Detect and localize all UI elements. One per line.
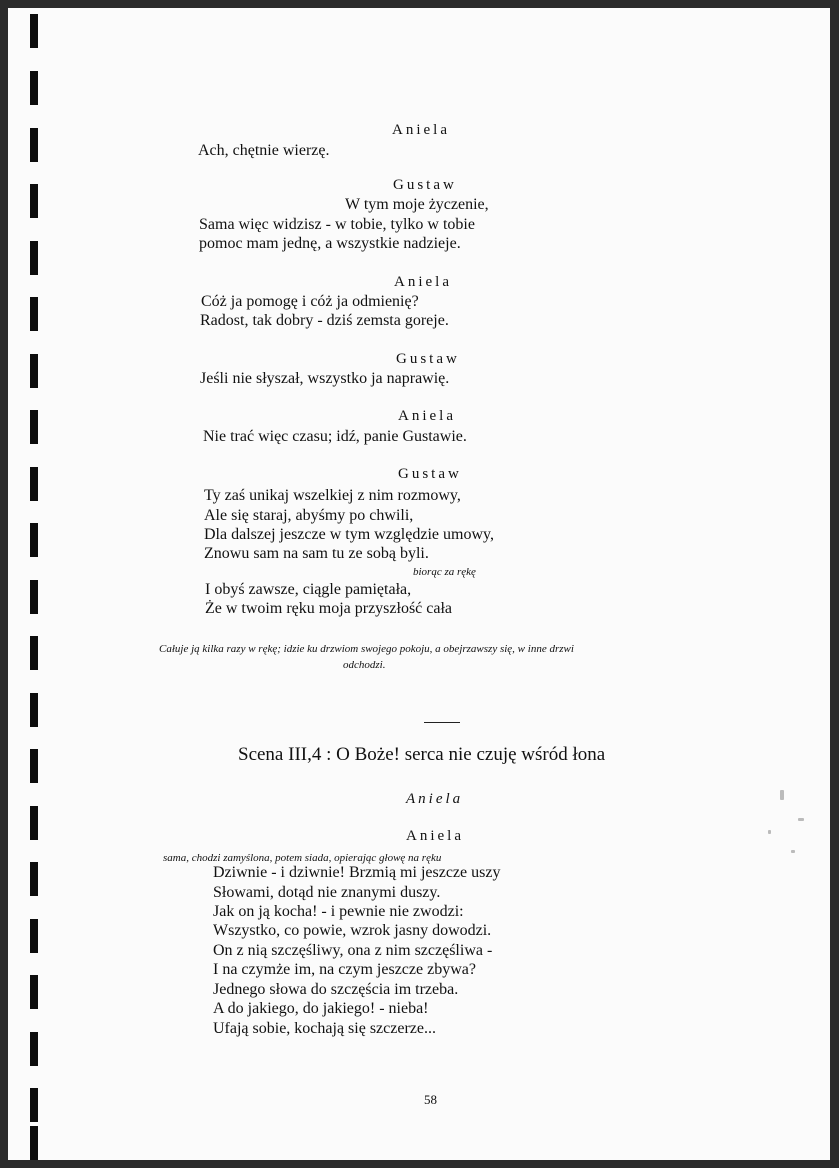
verse-line: Ale się staraj, abyśmy po chwili, — [204, 507, 414, 524]
verse-line: Jednego słowa do szczęścia im trzeba. — [213, 981, 459, 998]
speaker-name: Aniela — [398, 408, 456, 424]
binding-hole — [30, 975, 38, 1009]
binding-hole — [30, 241, 38, 275]
binding-hole — [30, 354, 38, 388]
binding-hole — [30, 749, 38, 783]
page-number: 58 — [424, 1092, 437, 1107]
binding-hole — [30, 1032, 38, 1066]
stage-direction: biorąc za rękę — [413, 566, 476, 578]
scan-speck — [768, 830, 771, 834]
verse-line: Ufają sobie, kochają się szczerze... — [213, 1020, 436, 1037]
stage-direction: odchodzi. — [343, 659, 386, 671]
scene-title: Scena III,4 : O Boże! serca nie czuję wśród łona — [238, 744, 606, 765]
binding-hole — [30, 297, 38, 331]
binding-hole — [30, 467, 38, 501]
document-page — [8, 8, 830, 1160]
scan-speck — [780, 790, 784, 800]
verse-line: Sama więc widzisz - w tobie, tylko w tobie — [199, 216, 475, 233]
binding-hole — [30, 14, 38, 48]
binding-hole — [30, 1126, 38, 1160]
verse-line: On z nią szczęśliwy, ona z nim szczęśliwa - — [213, 942, 493, 959]
speaker-name: Aniela — [394, 274, 452, 290]
speaker-name: Aniela — [392, 122, 450, 138]
binding-hole — [30, 636, 38, 670]
scan-speck — [791, 850, 795, 853]
stage-direction: sama, chodzi zamyślona, potem siada, opierając głowę na ręku — [163, 852, 442, 864]
binding-hole — [30, 71, 38, 105]
binding-hole — [30, 184, 38, 218]
binding-hole — [30, 862, 38, 896]
scan-speck — [798, 818, 804, 821]
verse-line: Cóż ja pomogę i cóż ja odmienię? — [201, 293, 419, 310]
verse-line: Wszystko, co powie, wzrok jasny dowodzi. — [213, 922, 492, 939]
binding-hole — [30, 128, 38, 162]
binding-hole — [30, 919, 38, 953]
verse-line: A do jakiego, do jakiego! - nieba! — [213, 1000, 429, 1017]
verse-line: Że w twoim ręku moja przyszłość cała — [205, 600, 453, 617]
binding-hole — [30, 1088, 38, 1122]
speaker-name: Gustaw — [398, 466, 462, 482]
verse-line: Ach, chętnie wierzę. — [198, 142, 330, 159]
binding-hole — [30, 523, 38, 557]
verse-line: Słowami, dotąd nie znanymi duszy. — [213, 884, 441, 901]
binding-hole — [30, 693, 38, 727]
verse-line: Nie trać więc czasu; idź, panie Gustawie. — [203, 428, 467, 445]
binding-hole — [30, 580, 38, 614]
speaker-name: Gustaw — [396, 351, 460, 367]
scene-speaker: Aniela — [406, 791, 464, 807]
stage-direction: Całuje ją kilka razy w rękę; idzie ku drzwiom swojego pokoju, a obejrzawszy się, w inne drzwi — [159, 643, 574, 655]
verse-line: Radost, tak dobry - dziś zemsta goreje. — [200, 312, 449, 329]
speaker-name: Aniela — [406, 828, 464, 844]
verse-line: W tym moje życzenie, — [345, 196, 489, 213]
verse-line: Dla dalszej jeszcze w tym względzie umowy, — [204, 526, 494, 543]
speaker-name: Gustaw — [393, 177, 457, 193]
verse-line: pomoc mam jednę, a wszystkie nadzieje. — [199, 235, 461, 252]
verse-line: Dziwnie - i dziwnie! Brzmią mi jeszcze uszy — [213, 864, 501, 881]
binding-hole — [30, 410, 38, 444]
verse-line: Znowu sam na sam tu ze sobą byli. — [204, 545, 429, 562]
verse-line: Jak on ją kocha! - i pewnie nie zwodzi: — [213, 903, 464, 920]
binding-hole — [30, 806, 38, 840]
verse-line: Jeśli nie słyszał, wszystko ja naprawię. — [200, 370, 450, 387]
verse-line: I obyś zawsze, ciągle pamiętała, — [205, 581, 412, 598]
verse-line: I na czymże im, na czym jeszcze zbywa? — [213, 961, 476, 978]
section-divider — [424, 722, 460, 723]
verse-line: Ty zaś unikaj wszelkiej z nim rozmowy, — [204, 487, 461, 504]
